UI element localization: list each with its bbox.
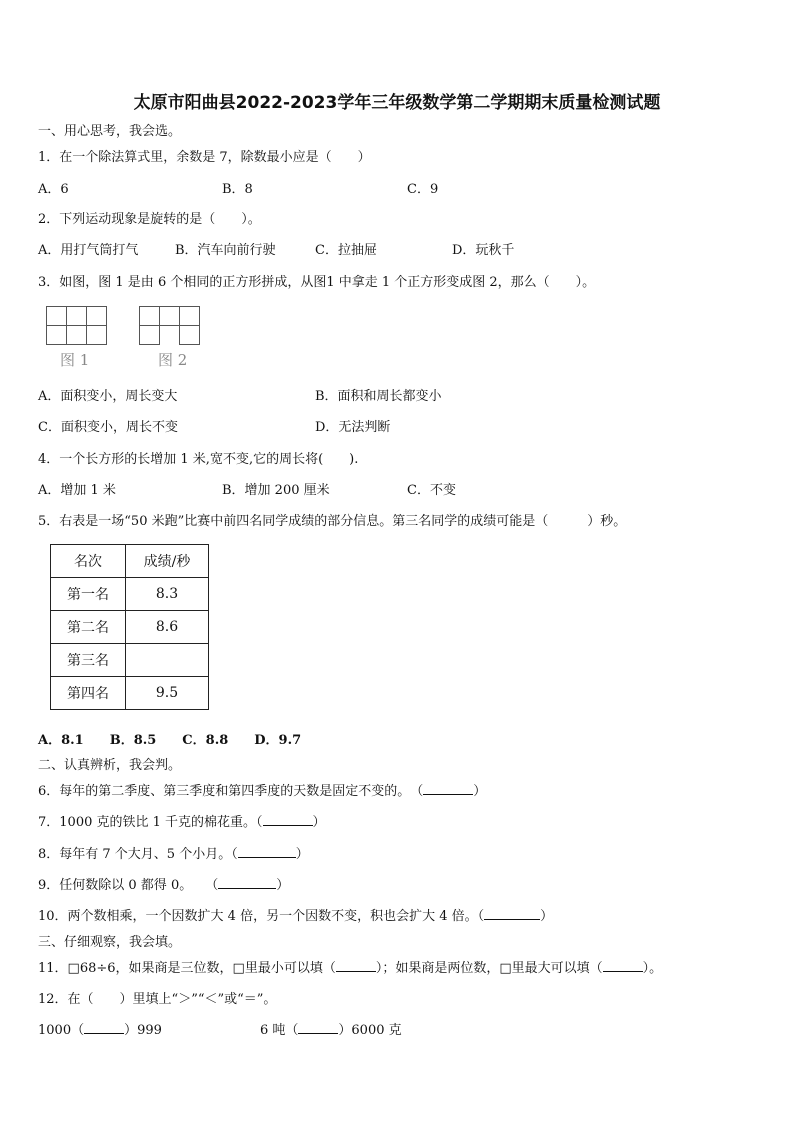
question-4: 4．一个长方形的长增加 1 米,宽不变,它的周长将( ). bbox=[38, 452, 359, 467]
table-cell: 第四名 bbox=[51, 677, 126, 710]
q4-option-b: B．增加 200 厘米 bbox=[222, 483, 330, 498]
q2-option-d: D．玩秋千 bbox=[452, 243, 515, 258]
section-3-heading: 三、仔细观察，我会填。 bbox=[38, 935, 182, 950]
q12-e1-right: ）999 bbox=[124, 1023, 162, 1038]
question-10 bbox=[38, 905, 553, 924]
q10-text: 10．两个数相乘，一个因数扩大 4 倍，另一个因数不变，积也会扩大 4 倍。（ bbox=[38, 909, 485, 924]
table-cell: 8.3 bbox=[126, 578, 209, 611]
table-cell: 第二名 bbox=[51, 611, 126, 644]
answer-blank[interactable] bbox=[336, 960, 376, 972]
q8-end: ） bbox=[295, 847, 309, 862]
q11-part-1: 11．□68÷6，如果商是三位数，□里最小可以填（ bbox=[38, 961, 336, 976]
q3-option-d: D．无法判断 bbox=[315, 420, 391, 435]
answer-blank[interactable] bbox=[484, 908, 540, 920]
q12-expression-1 bbox=[38, 1019, 162, 1038]
table-row bbox=[51, 578, 209, 611]
question-6 bbox=[38, 780, 486, 799]
question-3: 3．如图，图 1 是由 6 个相同的正方形拼成，从图1 中拿走 1 个正方形变成图 2，那么（ ）。 bbox=[38, 275, 596, 290]
q7-end: ） bbox=[312, 815, 326, 830]
q3-option-c: C．面积变小，周长不变 bbox=[38, 420, 178, 435]
q9-end: ） bbox=[276, 878, 290, 893]
q10-end: ） bbox=[540, 909, 554, 924]
answer-blank[interactable] bbox=[218, 877, 276, 889]
q12-expression-2 bbox=[260, 1019, 402, 1038]
table-cell: 8.6 bbox=[126, 611, 209, 644]
q1-option-b: B．8 bbox=[222, 182, 253, 197]
q11-part-3: ）。 bbox=[642, 961, 663, 976]
section-2-heading: 二、认真辨析，我会判。 bbox=[38, 758, 182, 773]
table-cell: 第三名 bbox=[51, 644, 126, 677]
q12-e1-left: 1000（ bbox=[38, 1023, 85, 1038]
table-cell: 9.5 bbox=[126, 677, 209, 710]
answer-blank[interactable] bbox=[423, 783, 473, 795]
answer-blank[interactable] bbox=[238, 846, 296, 858]
question-1: 1．在一个除法算式里，余数是 7，除数最小应是（ ） bbox=[38, 150, 371, 165]
table-row bbox=[51, 644, 209, 677]
q3-option-a: A．面积变小，周长变大 bbox=[38, 389, 178, 404]
q12-e2-left: 6 吨（ bbox=[260, 1023, 299, 1038]
table-row bbox=[51, 611, 209, 644]
q9-text: 9．任何数除以 0 都得 0。 （ bbox=[38, 878, 219, 893]
q2-option-a: A．用打气筒打气 bbox=[38, 243, 139, 258]
figure-1-label: 图 1 bbox=[60, 351, 90, 369]
q1-option-c: C．9 bbox=[407, 182, 439, 197]
answer-blank[interactable] bbox=[263, 814, 313, 826]
q4-option-a: A．增加 1 米 bbox=[38, 483, 116, 498]
q12-e2-right: ）6000 克 bbox=[338, 1023, 402, 1038]
question-5: 5．右表是一场“50 米跑”比赛中前四名同学成绩的部分信息。第三名同学的成绩可能是（ ）秒。 bbox=[38, 514, 627, 529]
question-11 bbox=[38, 957, 662, 976]
question-9 bbox=[38, 874, 289, 893]
q2-option-c: C．拉抽屉 bbox=[315, 243, 377, 258]
q5-options: A．8.1 B．8.5 C．8.8 D．9.7 bbox=[38, 733, 302, 748]
question-7 bbox=[38, 811, 326, 830]
q6-text: 6．每年的第二季度、第三季度和第四季度的天数是固定不变的。 （ bbox=[38, 784, 424, 799]
answer-blank[interactable] bbox=[298, 1022, 338, 1034]
page-title: 太原市阳曲县2022-2023学年三年级数学第二学期期末质量检测试题 bbox=[133, 93, 661, 113]
answer-blank[interactable] bbox=[84, 1022, 124, 1034]
score-table bbox=[50, 544, 209, 710]
table-header-row bbox=[51, 545, 209, 578]
table-cell bbox=[126, 644, 209, 677]
table-header: 名次 bbox=[51, 545, 126, 578]
question-12: 12．在（ ）里填上“＞”“＜”或“＝”。 bbox=[38, 992, 277, 1007]
q3-option-b: B．面积和周长都变小 bbox=[315, 389, 442, 404]
question-8 bbox=[38, 843, 309, 862]
q11-part-2: ）；如果商是两位数，□里最大可以填（ bbox=[375, 961, 603, 976]
q4-option-c: C．不变 bbox=[407, 483, 456, 498]
table-cell: 第一名 bbox=[51, 578, 126, 611]
q8-text: 8．每年有 7 个大月、5 个小月。（ bbox=[38, 847, 238, 862]
answer-blank[interactable] bbox=[603, 960, 643, 972]
figure-2-label: 图 2 bbox=[158, 351, 188, 369]
q7-text: 7．1000 克的铁比 1 千克的棉花重。（ bbox=[38, 815, 263, 830]
q6-end: ） bbox=[473, 784, 487, 799]
q2-option-b: B．汽车向前行驶 bbox=[175, 243, 276, 258]
q1-option-a: A．6 bbox=[38, 182, 69, 197]
table-header: 成绩/秒 bbox=[126, 545, 209, 578]
question-2: 2．下列运动现象是旋转的是（ ）。 bbox=[38, 212, 261, 227]
section-1-heading: 一、用心思考，我会选。 bbox=[38, 124, 182, 139]
table-row bbox=[51, 677, 209, 710]
